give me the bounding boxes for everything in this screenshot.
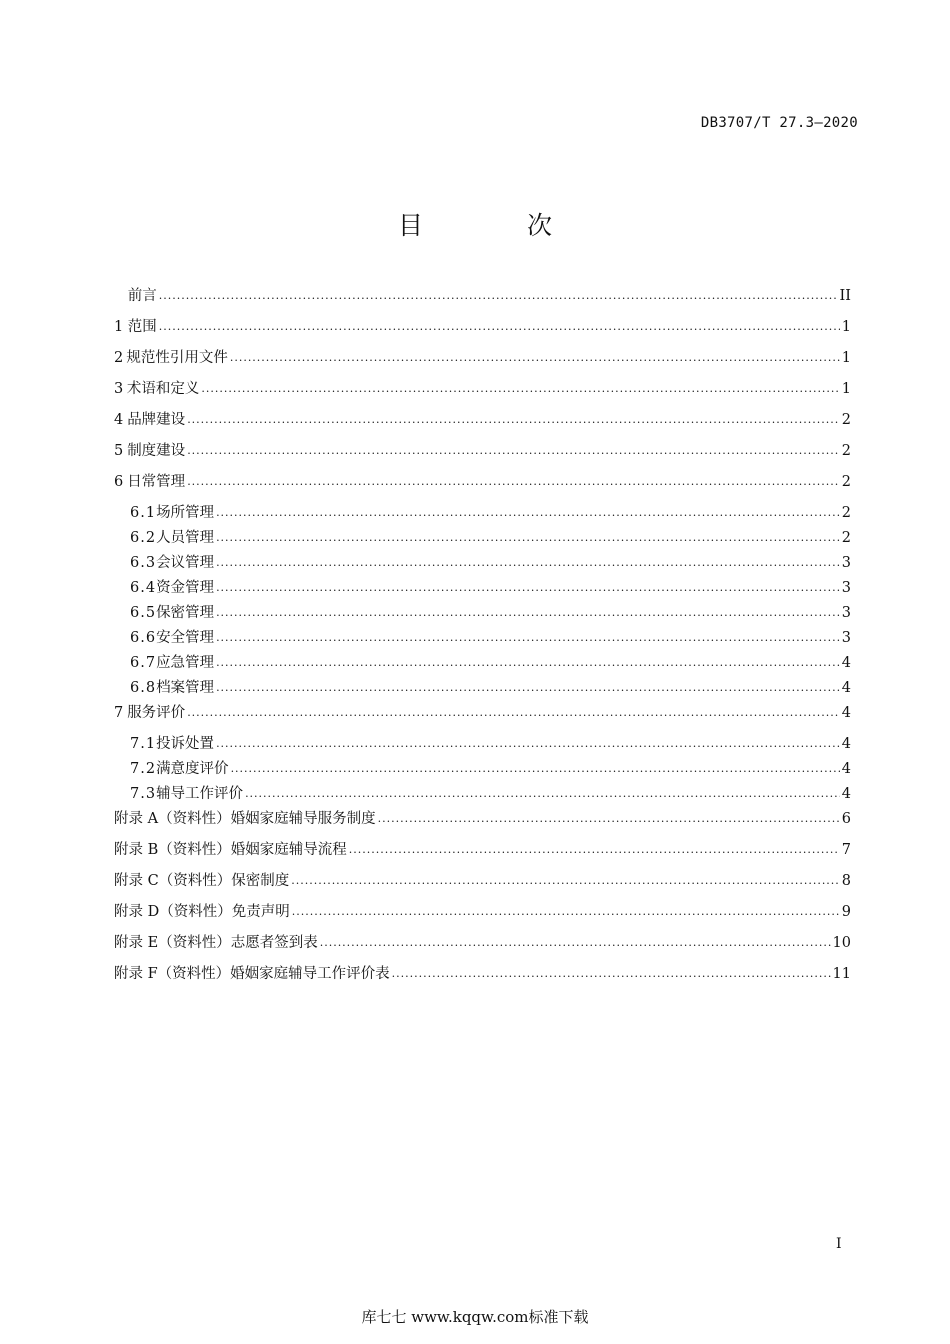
appendix-label: 附录 F xyxy=(114,966,158,982)
toc-entry-title: 资金管理 xyxy=(156,580,215,596)
appendix-label: 附录 A xyxy=(114,811,159,827)
toc-entry[interactable] xyxy=(114,784,851,809)
toc-entry-page: 3 xyxy=(841,580,851,596)
toc-entry-title: 品牌建设 xyxy=(127,412,186,428)
toc-entry[interactable] xyxy=(114,703,851,734)
toc-entry[interactable] xyxy=(114,472,851,503)
toc-dot-leader xyxy=(187,441,840,461)
toc-entry-page: 9 xyxy=(841,904,851,920)
toc-entry[interactable] xyxy=(114,286,851,317)
appendix-label: 附录 C xyxy=(114,873,159,889)
toc-dot-leader xyxy=(216,603,840,623)
toc-entry-number: 5 xyxy=(114,443,124,459)
toc-entry-page: 4 xyxy=(841,655,851,671)
toc-entry[interactable] xyxy=(114,503,851,528)
toc-entry[interactable] xyxy=(114,871,851,902)
toc-dot-leader xyxy=(291,871,840,891)
toc-entry-page: 3 xyxy=(841,630,851,646)
toc-entry-title: 安全管理 xyxy=(156,630,215,646)
toc-entry[interactable] xyxy=(114,379,851,410)
toc-entry-title: 规范性引用文件 xyxy=(126,350,228,366)
toc-entry-page: 4 xyxy=(841,761,851,777)
toc-entry-page: II xyxy=(839,288,851,304)
toc-entry-title: 会议管理 xyxy=(156,555,215,571)
toc-entry-number: 6.8 xyxy=(130,680,157,696)
toc-entry[interactable] xyxy=(114,840,851,871)
appendix-type: （资料性） xyxy=(158,873,232,889)
page-number: I xyxy=(836,1236,842,1252)
toc-entry[interactable] xyxy=(114,603,851,628)
toc-dot-leader xyxy=(216,678,840,698)
toc-entry[interactable] xyxy=(114,759,851,784)
toc-entry[interactable] xyxy=(114,528,851,553)
toc-entry-title: 辅导工作评价 xyxy=(156,786,244,802)
toc-entry[interactable] xyxy=(114,628,851,653)
toc-entry-title: 应急管理 xyxy=(156,655,215,671)
appendix-type: （资料性） xyxy=(158,811,231,827)
toc-entry-page: 4 xyxy=(841,786,851,802)
toc-entry-page: 1 xyxy=(841,319,851,335)
toc-entry-page: 1 xyxy=(841,350,851,366)
page-title: 目 次 xyxy=(398,211,600,240)
toc-entry-title: 人员管理 xyxy=(156,530,215,546)
appendix-type: （资料性） xyxy=(157,966,231,982)
toc-dot-leader xyxy=(216,503,840,523)
toc-entry-title: 婚姻家庭辅导流程 xyxy=(230,842,347,858)
toc-entry-number: 6.2 xyxy=(130,530,157,546)
toc-entry[interactable] xyxy=(114,553,851,578)
footer-watermark-text: 库七七 www.kqqw.com标准下载 xyxy=(361,1308,589,1326)
toc-entry-title: 满意度评价 xyxy=(156,761,229,777)
toc-dot-leader xyxy=(201,379,839,399)
toc-dot-leader xyxy=(378,809,840,829)
toc-dot-leader xyxy=(216,653,840,673)
toc-entry-number: 4 xyxy=(114,412,124,428)
toc-dot-leader xyxy=(230,348,840,368)
toc-entry-page: 3 xyxy=(841,555,851,571)
toc-entry-page: 11 xyxy=(832,966,851,982)
toc-entry-page: 2 xyxy=(841,474,851,490)
toc-entry[interactable] xyxy=(114,933,851,964)
toc-dot-leader xyxy=(392,964,831,984)
appendix-type: （资料性） xyxy=(159,904,232,920)
toc-entry-title: 术语和定义 xyxy=(126,381,200,397)
toc-entry-number: 6.6 xyxy=(130,630,157,646)
toc-entry[interactable] xyxy=(114,653,851,678)
toc-entry-number: 6.7 xyxy=(130,655,157,671)
toc-dot-leader xyxy=(320,933,831,953)
toc-entry-page: 10 xyxy=(832,935,851,951)
toc-dot-leader xyxy=(216,553,840,573)
toc-entry-page: 2 xyxy=(841,505,851,521)
toc-entry[interactable] xyxy=(114,902,851,933)
toc-entry-title: 前言 xyxy=(127,288,157,304)
toc-entry-number: 2 xyxy=(114,350,124,366)
appendix-type: （资料性） xyxy=(158,842,231,858)
toc-entry-title: 志愿者签到表 xyxy=(230,935,318,951)
toc-dot-leader xyxy=(187,472,840,492)
toc-entry-page: 1 xyxy=(841,381,851,397)
toc-dot-leader xyxy=(349,840,840,860)
toc-entry-number: 6.3 xyxy=(130,555,157,571)
toc-entry-page: 8 xyxy=(841,873,851,889)
toc-entry-page: 4 xyxy=(841,680,851,696)
toc-dot-leader xyxy=(216,734,840,754)
toc-dot-leader xyxy=(231,759,840,779)
toc-entry-number: 6.1 xyxy=(130,505,157,521)
toc-entry-page: 4 xyxy=(841,705,851,721)
toc-entry[interactable] xyxy=(114,678,851,703)
toc-entry[interactable] xyxy=(114,578,851,603)
toc-entry-page: 4 xyxy=(841,736,851,752)
toc-entry[interactable] xyxy=(114,410,851,441)
toc-dot-leader xyxy=(159,286,838,306)
toc-entry-title: 服务评价 xyxy=(127,705,186,721)
toc-entry-title: 范围 xyxy=(127,319,157,335)
toc-entry-number: 6 xyxy=(114,474,124,490)
toc-entry-title: 场所管理 xyxy=(156,505,215,521)
toc-dot-leader xyxy=(187,410,840,430)
toc-dot-leader xyxy=(292,902,840,922)
toc-entry-page: 6 xyxy=(841,811,851,827)
toc-dot-leader xyxy=(245,784,840,804)
toc-entry-title: 投诉处置 xyxy=(156,736,215,752)
table-of-contents xyxy=(114,286,851,995)
toc-entry-title: 日常管理 xyxy=(127,474,186,490)
toc-dot-leader xyxy=(187,703,840,723)
toc-entry-number: 1 xyxy=(114,319,124,335)
toc-entry-number: 6.4 xyxy=(130,580,157,596)
appendix-label: 附录 D xyxy=(114,904,160,920)
toc-entry-title: 婚姻家庭辅导工作评价表 xyxy=(230,966,390,982)
toc-entry[interactable] xyxy=(114,964,851,995)
toc-entry-title: 制度建设 xyxy=(127,443,186,459)
toc-entry[interactable] xyxy=(114,809,851,840)
toc-entry-page: 2 xyxy=(841,412,851,428)
toc-entry-title: 保密管理 xyxy=(156,605,215,621)
toc-entry-number: 3 xyxy=(114,381,124,397)
document-code: DB3707/T 27.3—2020 xyxy=(700,115,858,131)
toc-entry-title: 档案管理 xyxy=(156,680,215,696)
toc-dot-leader xyxy=(216,528,840,548)
toc-entry[interactable] xyxy=(114,441,851,472)
toc-entry-number: 7 xyxy=(114,705,124,721)
appendix-type: （资料性） xyxy=(158,935,231,951)
toc-entry-number: 6.5 xyxy=(130,605,157,621)
appendix-label: 附录 E xyxy=(114,935,159,951)
toc-entry[interactable] xyxy=(114,317,851,348)
toc-dot-leader xyxy=(216,628,840,648)
toc-entry-number: 7.1 xyxy=(130,736,157,752)
appendix-label: 附录 B xyxy=(114,842,159,858)
toc-entry[interactable] xyxy=(114,348,851,379)
toc-entry-number: 7.3 xyxy=(130,786,157,802)
toc-entry[interactable] xyxy=(114,734,851,759)
toc-entry-page: 2 xyxy=(841,530,851,546)
toc-entry-page: 3 xyxy=(841,605,851,621)
toc-entry-page: 2 xyxy=(841,443,851,459)
toc-entry-page: 7 xyxy=(841,842,851,858)
toc-entry-title: 婚姻家庭辅导服务制度 xyxy=(230,811,376,827)
toc-entry-title: 免责声明 xyxy=(231,904,290,920)
toc-dot-leader xyxy=(159,317,840,337)
toc-entry-number: 7.2 xyxy=(130,761,157,777)
toc-entry-title: 保密制度 xyxy=(231,873,290,889)
toc-dot-leader xyxy=(216,578,840,598)
